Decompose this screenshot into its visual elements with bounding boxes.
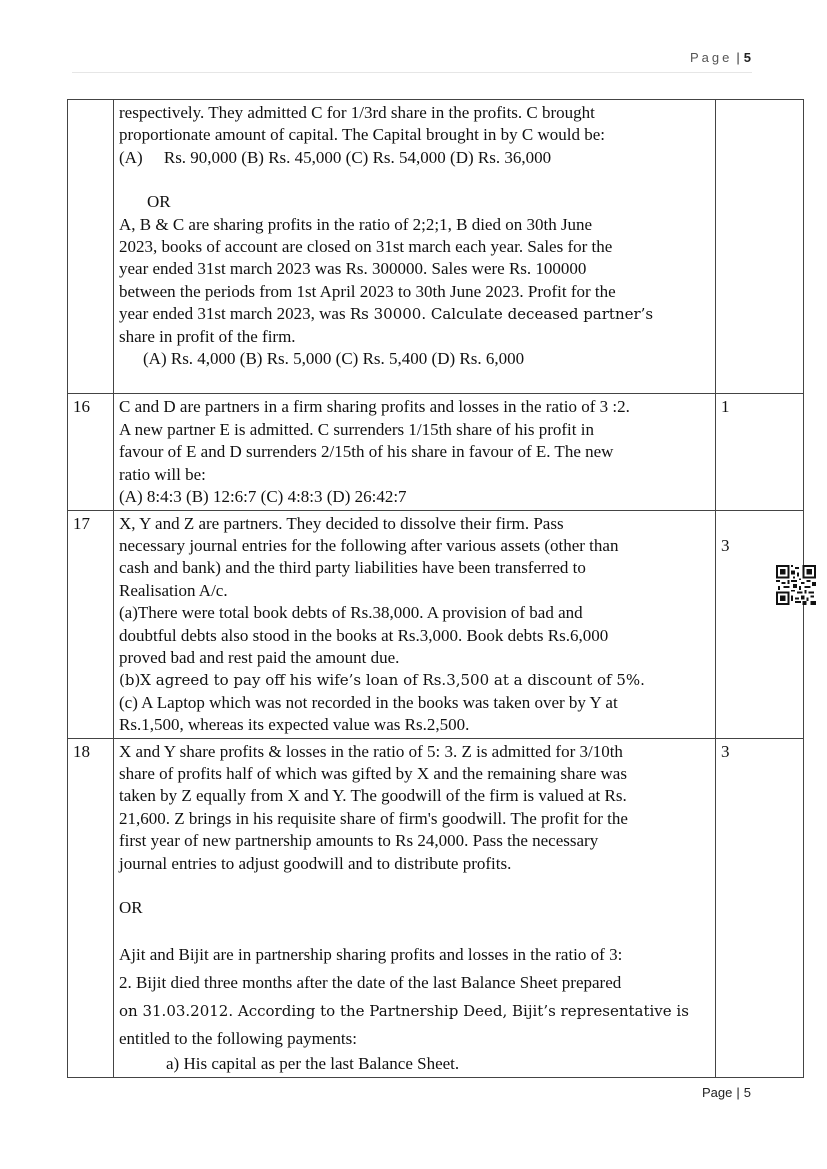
page-footer-label: Page	[702, 1085, 733, 1100]
text-line: share of profits half of which was gifted by X and the remaining share was	[119, 763, 627, 783]
table-row	[68, 100, 804, 394]
text-line: necessary journal entries for the following after various assets (other than	[119, 535, 619, 555]
text-line: 2. Bijit died three months after the date of the last Balance Sheet prepared	[119, 973, 622, 993]
question-number: 18	[68, 738, 114, 1077]
page-footer	[702, 1085, 751, 1100]
question-number	[68, 100, 114, 394]
text-line: C and D are partners in a firm sharing profits and losses in the ratio of 3 :2.	[119, 397, 630, 417]
text-line: entitled to the following payments:	[119, 1029, 357, 1049]
text-line: share in profit of the firm.	[119, 326, 296, 346]
text-line: on 31.03.2012. According to the Partnership Deed, Bijit’s representative is	[119, 1002, 689, 1021]
page-footer-separator: |	[736, 1085, 740, 1100]
table-row	[68, 510, 804, 738]
text-line: (b)X agreed to pay off his wife’s loan of Rs.3,500 at a discount of 5%.	[119, 671, 645, 690]
marks: 3	[716, 738, 804, 1077]
text-line: first year of new partnership amounts to Rs 24,000. Pass the necessary	[119, 831, 599, 851]
text-line: proportionate amount of capital. The Capital brought in by C would be:	[119, 125, 605, 145]
question-text	[114, 510, 716, 738]
text-line: (a)There were total book debts of Rs.38,000. A provision of bad and	[119, 603, 583, 623]
question-text	[114, 100, 716, 394]
options-line: (A) 8:4:3 (B) 12:6:7 (C) 4:8:3 (D) 26:42:7	[119, 487, 407, 507]
text-line: 2023, books of account are closed on 31st march each year. Sales for the	[119, 237, 613, 257]
text-line: doubtful debts also stood in the books at Rs.3,000. Book debts Rs.6,000	[119, 625, 609, 645]
page-footer-number: 5	[743, 1085, 751, 1100]
text-line: favour of E and D surrenders 2/15th of his share in favour of E. The new	[119, 442, 614, 462]
text-line: A, B & C are sharing profits in the ratio of 2;2;1, B died on 30th June	[119, 214, 593, 234]
text-line: 21,600. Z brings in his requisite share of firm's goodwill. The profit for the	[119, 808, 628, 828]
page-header-number: 5	[743, 50, 751, 65]
text-line: year ended 31st march 2023 was Rs. 300000. Sales were Rs. 100000	[119, 259, 587, 279]
table-row	[68, 738, 804, 1077]
question-text	[114, 394, 716, 510]
question-table	[67, 99, 804, 1078]
text-line: ratio will be:	[119, 464, 206, 484]
page-header-label: Page	[690, 50, 733, 65]
text-line: Realisation A/c.	[119, 580, 228, 600]
text-line: between the periods from 1st April 2023 to 30th June 2023. Profit for the	[119, 281, 616, 301]
text-line: (A) Rs. 90,000 (B) Rs. 45,000 (C) Rs. 54,000 (D) Rs. 36,000	[119, 147, 552, 167]
question-text	[114, 738, 716, 1077]
text-line: taken by Z equally from X and Y. The goodwill of the firm is valued at Rs.	[119, 786, 627, 806]
text-line: cash and bank) and the third party liabilities have been transferred to	[119, 558, 586, 578]
marks	[716, 100, 804, 394]
text-line: Rs.1,500, whereas its expected value was Rs.2,500.	[119, 715, 470, 735]
text-line: Ajit and Bijit are in partnership sharing profits and losses in the ratio of 3:	[119, 945, 623, 965]
or-label: OR	[147, 192, 171, 212]
text-line: X, Y and Z are partners. They decided to dissolve their firm. Pass	[119, 513, 564, 533]
text-line: (c) A Laptop which was not recorded in the books was taken over by Y at	[119, 692, 618, 712]
text-line: X and Y share profits & losses in the ratio of 5: 3. Z is admitted for 3/10th	[119, 741, 623, 761]
text-line: A new partner E is admitted. C surrenders 1/15th share of his profit in	[119, 419, 594, 439]
or-label: OR	[119, 898, 143, 917]
question-number: 16	[68, 394, 114, 510]
header-rule	[72, 72, 752, 73]
text-line: proved bad and rest paid the amount due.	[119, 647, 400, 667]
options-line: (A) Rs. 4,000 (B) Rs. 5,000 (C) Rs. 5,400 (D) Rs. 6,000	[143, 349, 525, 369]
page-header	[690, 50, 751, 65]
text-line: year ended 31st march 2023, was Rs 30000. Calculate deceased partner’s	[119, 304, 654, 324]
marks: 3	[716, 510, 804, 738]
list-item: a) His capital as per the last Balance Sheet.	[166, 1054, 460, 1074]
marks: 1	[716, 394, 804, 510]
text-line: respectively. They admitted C for 1/3rd share in the profits. C brought	[119, 103, 595, 122]
table-row	[68, 394, 804, 510]
question-number: 17	[68, 510, 114, 738]
qr-code-icon	[776, 565, 816, 605]
page-header-separator: |	[736, 50, 740, 65]
text-line: journal entries to adjust goodwill and to distribute profits.	[119, 853, 512, 873]
